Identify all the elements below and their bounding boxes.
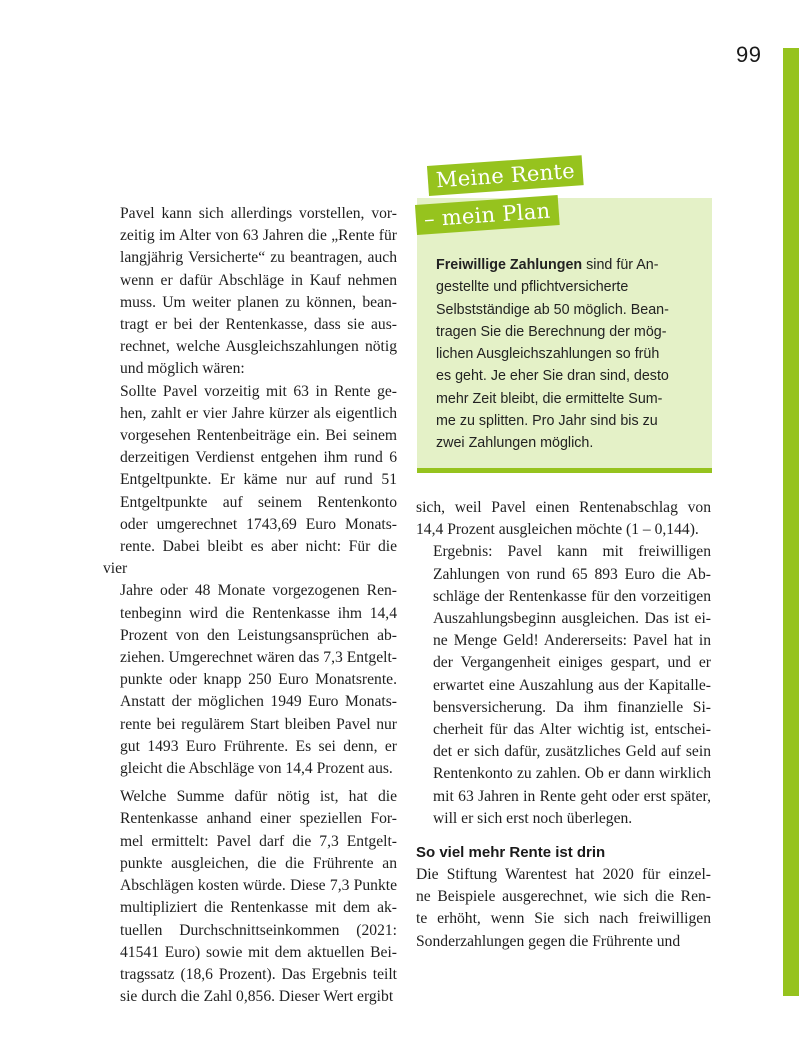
text-line: tragt er bei der Rentenkasse, dass sie aus- <box>120 316 397 334</box>
text-line: der Vergangenheit einiges gespart, und er <box>433 654 711 672</box>
text-line: zeitig im Alter von 63 Jahren die „Rente für <box>120 227 397 245</box>
text-line: rechnet, welche Ausgleichszahlungen nötig <box>120 338 397 356</box>
tip-line: zwei Zahlungen möglich. <box>436 435 594 452</box>
text-line: det er sich dafür, zusätzliches Geld auf sein <box>433 743 711 761</box>
tip-bold-lead: Freiwillige Zahlungen <box>436 257 583 273</box>
paragraph <box>103 203 397 381</box>
tip-line: mehr Zeit bleibt, die ermittelte Sum- <box>436 390 663 407</box>
text-line: und möglich wären: <box>120 360 245 378</box>
paragraph <box>103 381 397 781</box>
text-line: te erhöht, wenn Sie sich nach freiwilligen <box>416 910 711 928</box>
tip-line: tragen Sie die Berechnung der mög- <box>436 323 667 340</box>
text-line: tenbeginn wird die Rentenkasse ihm 14,4 <box>120 604 397 622</box>
text-line: ziehen. Umgerechnet wären das 7,3 Entgelt- <box>120 649 397 667</box>
text-line: Welche Summe dafür nötig ist, hat die <box>120 788 397 806</box>
tip-line-first: Freiwillige Zahlungen sind für An- <box>436 257 659 273</box>
text-line: ne Menge Geld! Andererseits: Pavel hat in <box>433 632 711 650</box>
text-line: Pavel kann sich allerdings vorstellen, vor- <box>120 205 397 222</box>
text-line: Auszahlungsbeginn ausgleichen. Das ist ei- <box>433 610 711 628</box>
tip-line: Selbstständige ab 50 möglich. Bean- <box>436 301 669 318</box>
text-line: will er sich erst noch überlegen. <box>433 809 633 827</box>
tip-line: es geht. Je eher Sie dran sind, desto <box>436 368 669 385</box>
tip-line: me zu splitten. Pro Jahr sind bis zu <box>436 413 658 430</box>
text-line: punkte ausgleichen, die die Frührente an <box>120 854 397 872</box>
tip-box-text <box>436 254 698 455</box>
text-line: 14,4 Prozent ausgleichen möchte (1 – 0,144). <box>416 521 699 539</box>
text-line: tuellen Durchschnittseinkommen (2021: <box>120 921 397 939</box>
text-line: schläge der Rentenkasse für den vorzeitigen <box>433 587 711 605</box>
text-line: mit 63 Jahren in Rente geht oder erst später, <box>433 787 711 805</box>
text-line: Sonderzahlungen gegen die Frührente und <box>416 932 681 950</box>
text-line: Prozent von den Leistungsansprüchen ab- <box>120 626 397 644</box>
text-line: muss. Um weiter planen zu können, bean- <box>120 293 397 311</box>
text-line: wenn er dafür Abschläge in Kauf nehmen <box>120 271 397 289</box>
text-line: langjährig Versicherte“ zu beantragen, auch <box>120 249 397 267</box>
left-column <box>103 203 397 1008</box>
tip-box-title-line-1: Meine Rente <box>427 155 584 196</box>
text-line: derzeitigen Verdienst entgehen ihm rund 6 <box>120 449 397 467</box>
text-line: Sollte Pavel vorzeitig mit 63 in Rente ge- <box>120 382 397 400</box>
text-line: Zahlungen von rund 65 893 Euro die Ab- <box>433 565 711 583</box>
text-line: Abschlägen kosten würde. Diese 7,3 Punkte <box>120 877 397 895</box>
text-line: erwartet eine Auszahlung aus der Kapitalle- <box>433 676 711 694</box>
text-line: Ergebnis: Pavel kann mit freiwilligen <box>433 543 711 561</box>
text-line: ne Beispiele ausgerechnet, wie sich die Ren- <box>416 888 711 906</box>
chapter-edge-bar <box>783 48 799 996</box>
text-line: punkte oder knapp 250 Euro Monatsrente. <box>120 671 397 689</box>
paragraph <box>416 497 711 541</box>
text-line: sie durch die Zahl 0,856. Dieser Wert ergibt <box>120 988 394 1006</box>
tip-line: gestellte und pflichtversicherte <box>436 279 629 296</box>
text-line: Entgeltpunkte auf seinem Rentenkonto <box>120 493 397 511</box>
text-line: tragssatz (18,6 Prozent). Das Ergebnis teilt <box>120 965 397 983</box>
text-line: Rentenkonto zu zahlen. Ob er dann wirklich <box>433 765 711 783</box>
text-line: bensversicherung. Da ihm finanzielle Si- <box>433 698 711 716</box>
text-line: vorgesehen Rentenbeiträge ein. Bei seinem <box>120 427 397 445</box>
text-line: mel ermittelt: Pavel darf die 7,3 Entgelt- <box>120 832 397 850</box>
text-line: cherheit für das Alter wichtig ist, entschei- <box>433 721 711 739</box>
tip-line: lichen Ausgleichszahlungen so früh <box>436 346 660 363</box>
tip-box-underline <box>417 468 712 473</box>
paragraph <box>103 786 397 1008</box>
text-line: Jahre oder 48 Monate vorgezogenen Ren- <box>120 582 397 600</box>
text-line: oder umgerechnet 1743,69 Euro Monats- <box>120 515 397 533</box>
text-line: Rentenkasse anhand einer speziellen For- <box>120 810 397 828</box>
text-line: gut 1493 Euro Frührente. Es sei denn, er <box>120 737 397 755</box>
text-line: rente. Dabei bleibt es aber nicht: Für die vier <box>103 538 397 578</box>
text-line: 41541 Euro) sowie mit dem aktuellen Bei- <box>120 943 397 961</box>
text-line: Anstatt der möglichen 1949 Euro Monats- <box>120 693 397 711</box>
text-line: gleicht die Abschläge von 14,4 Prozent aus. <box>120 760 393 778</box>
text-line: rente bei regulärem Start bleiben Pavel nur <box>120 715 397 733</box>
text-line: hen, zahlt er vier Jahre kürzer als eigentlich <box>120 404 397 422</box>
right-column <box>416 497 711 953</box>
text-line: multipliziert die Rentenkasse mit dem ak- <box>120 899 397 917</box>
paragraph <box>416 541 711 830</box>
text-line: Entgeltpunkte. Er käme nur auf rund 51 <box>120 471 397 489</box>
section-heading: So viel mehr Rente ist drin <box>416 844 606 862</box>
tip-box-title-line-2: – mein Plan <box>415 195 559 235</box>
text-line: sich, weil Pavel einen Rentenabschlag von <box>416 499 711 516</box>
page-number: 99 <box>736 42 762 67</box>
paragraph <box>416 864 711 953</box>
text-line: Die Stiftung Warentest hat 2020 für einzel- <box>416 866 711 884</box>
